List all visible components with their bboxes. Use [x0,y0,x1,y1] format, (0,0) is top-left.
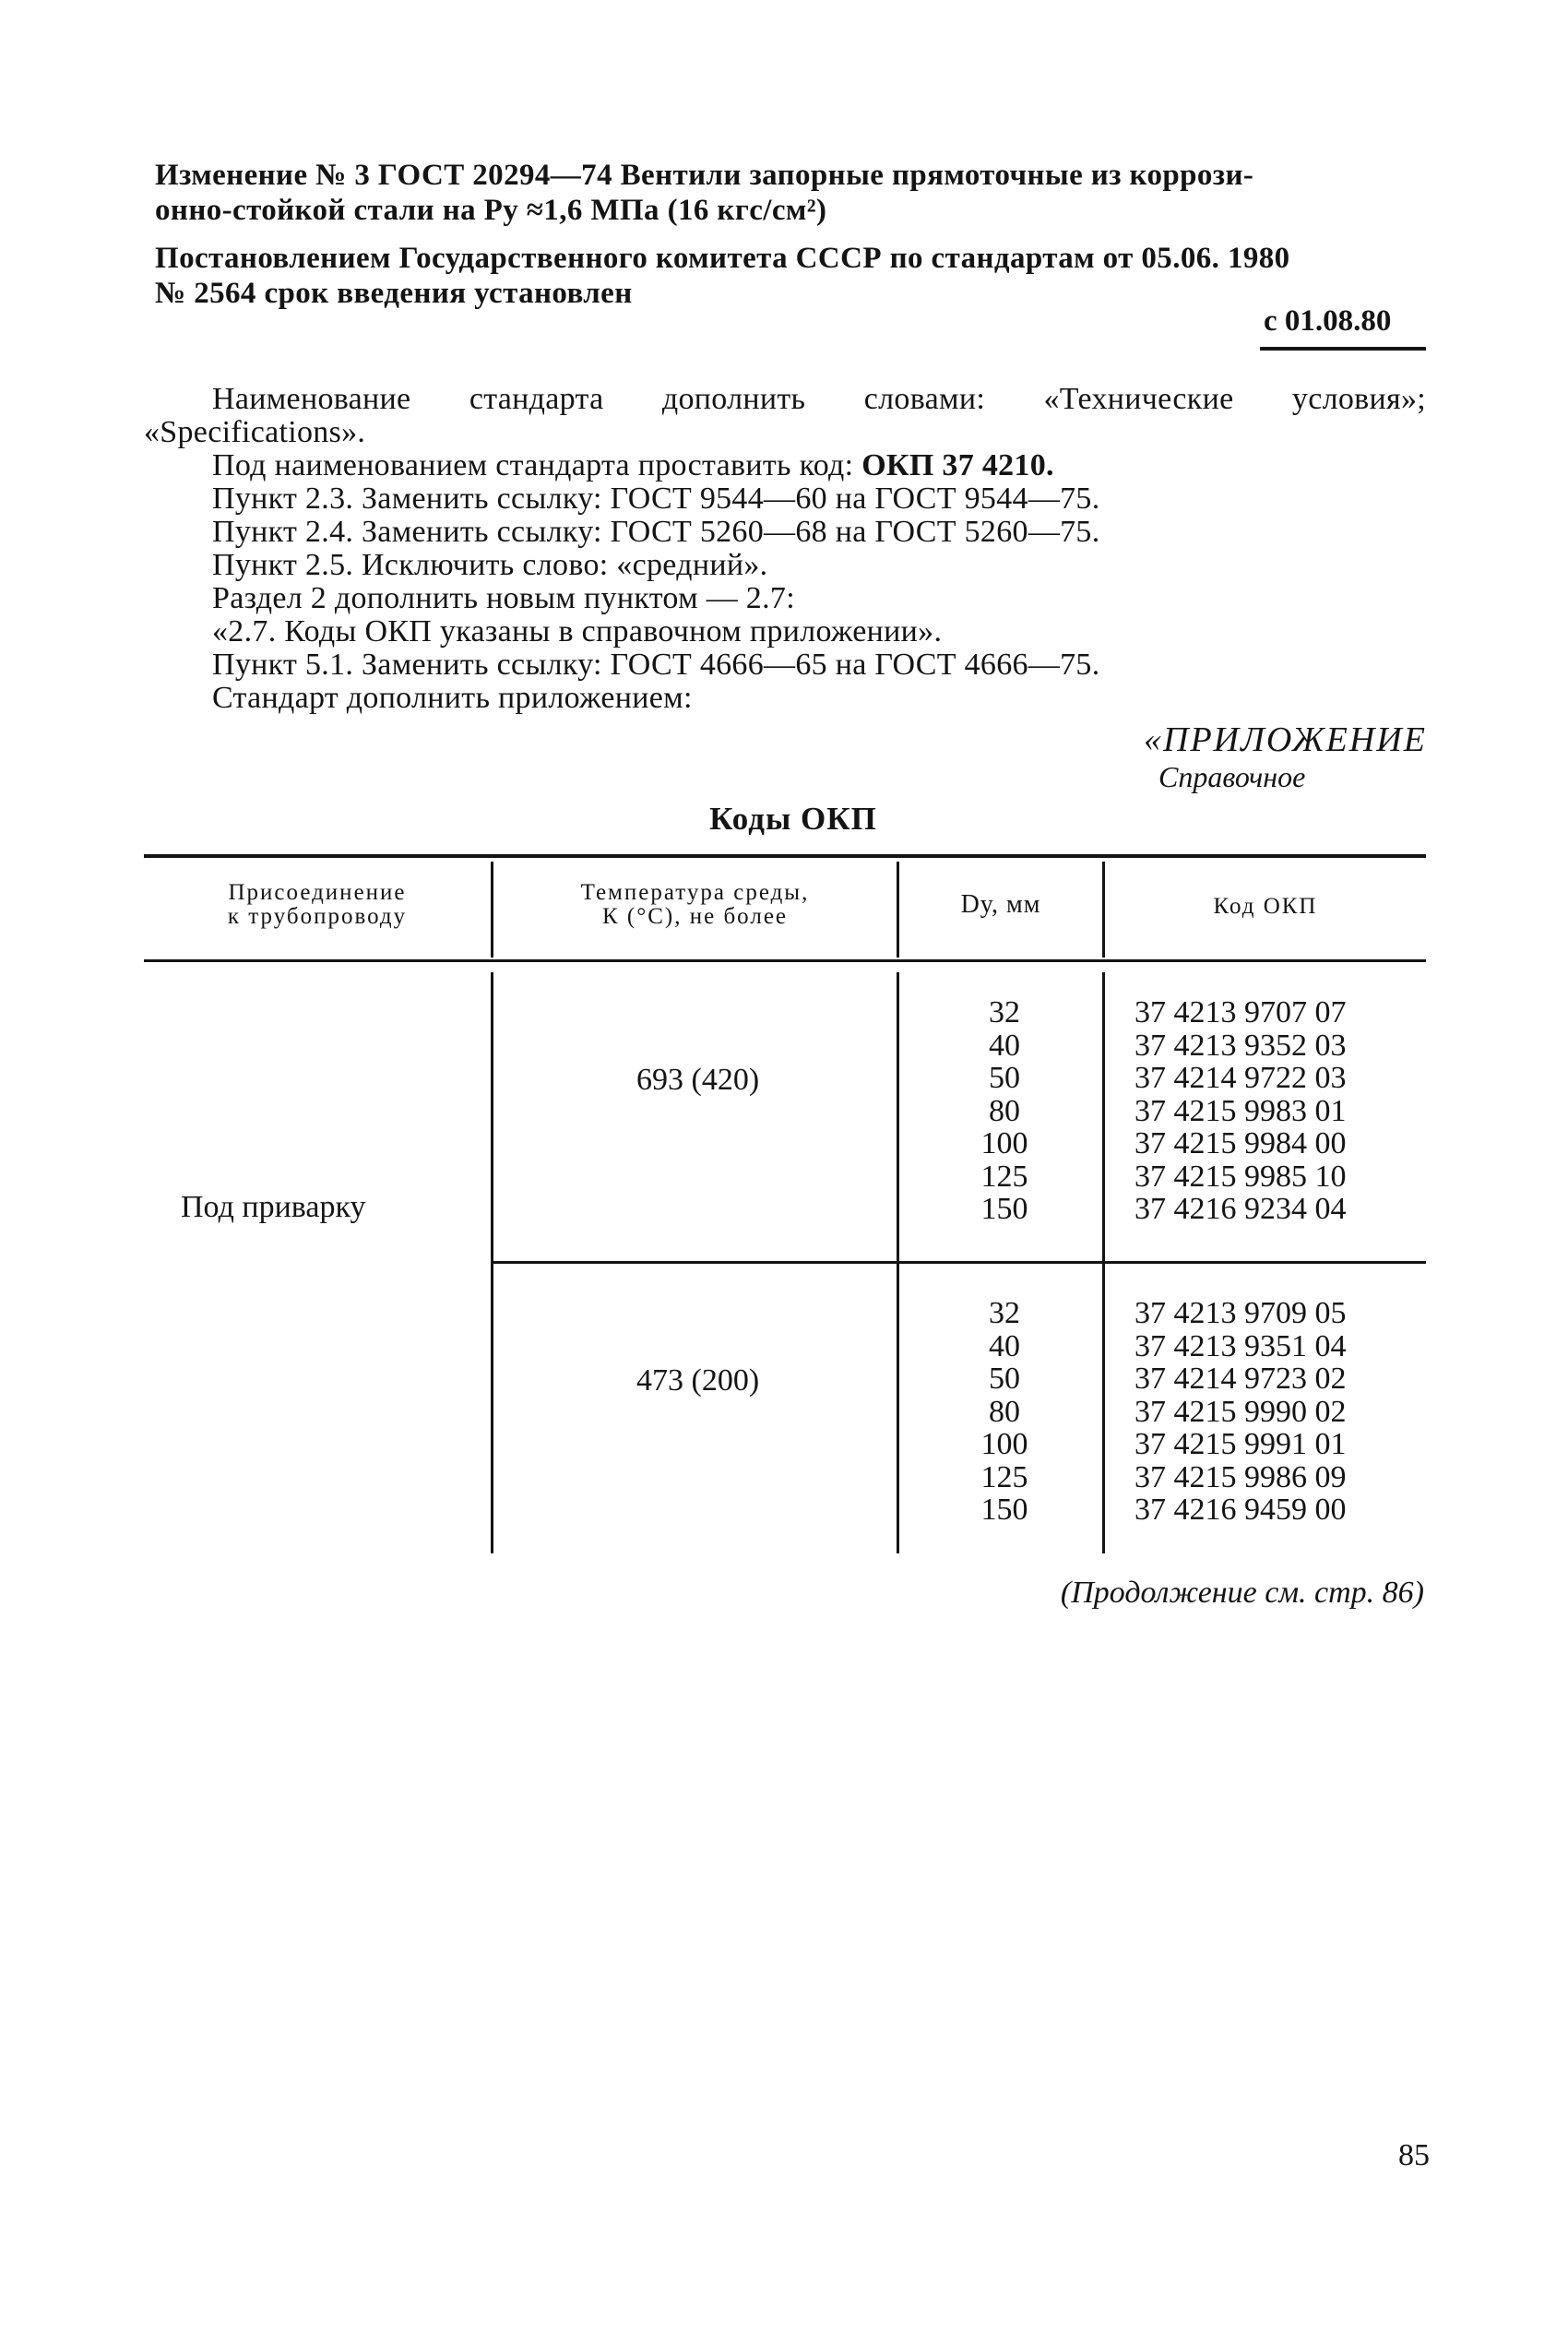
group-2-temperature: 473 (200) [636,1363,760,1398]
amendment-title-line-2: онно-стойкой стали на Pу ≈1,6 МПа (16 кгс/см²) [155,194,827,227]
header-connection-line-1: Присоединение [228,880,407,905]
okp-code-value: 37 4213 9352 03 [1134,1028,1347,1063]
okp-code-value: 37 4214 9723 02 [1134,1362,1347,1396]
okp-code: ОКП 37 4210. [861,448,1054,482]
effective-date-underline [1260,347,1426,351]
header-temperature-line-1: Температура среды, [580,880,810,905]
page-number: 85 [1398,2138,1430,2172]
body-line-7: Раздел 2 дополнить новым пунктом — 2.7: [212,581,795,615]
group-1-code-list [1134,996,1347,1226]
header-okp-code: Код ОКП [1213,894,1318,919]
body-divider-1 [491,972,493,1553]
appendix-title: «ПРИЛОЖЕНИЕ [1144,720,1427,759]
table-top-rule [144,854,1426,858]
group-1-dn-list [954,996,1055,1226]
dn-value: 40 [989,1328,1020,1363]
dn-value: 125 [980,1459,1028,1494]
table-group-divider [491,1261,1426,1264]
header-temperature [493,881,897,929]
body-line-8: «2.7. Коды ОКП указаны в справочном приложении». [212,614,943,648]
body-line-1: Наименование стандарта дополнить словами: «Технические условия»; [212,382,1426,416]
body-line-5: Пункт 2.4. Заменить ссылку: ГОСТ 5260—68 на ГОСТ 5260—75. [212,515,1100,549]
body-line-2: «Specifications». [144,415,366,449]
okp-code-value: 37 4216 9234 04 [1134,1192,1347,1226]
dn-value: 80 [989,1394,1020,1429]
appendix-subtitle: Справочное [1158,760,1306,793]
dn-value: 150 [980,1493,1028,1527]
header-connection [144,881,491,929]
header-connection-line-2: к трубопроводу [227,904,408,929]
body-line-10: Стандарт дополнить приложением: [212,681,693,715]
body-divider-3 [1102,972,1105,1553]
body-line-6: Пункт 2.5. Исключить слово: «средний». [212,548,768,582]
header-dn: Dу, мм [960,890,1041,919]
dn-value: 100 [980,1427,1028,1461]
dn-value: 80 [989,1093,1020,1128]
okp-code-value: 37 4213 9351 04 [1134,1328,1347,1363]
okp-code-value: 37 4213 9709 05 [1134,1296,1347,1330]
okp-code-value: 37 4215 9983 01 [1134,1093,1347,1128]
header-temperature-line-2: К (°С), не более [601,904,789,929]
body-line-3 [212,448,1054,483]
group-1-temperature: 693 (420) [636,1063,760,1097]
body-line-3-text: Под наименованием стандарта проставить код: [212,448,862,482]
table-header-rule [144,959,1426,962]
dn-value: 100 [980,1126,1028,1160]
effective-date: с 01.08.80 [1264,304,1392,338]
body-line-9: Пункт 5.1. Заменить ссылку: ГОСТ 4666—65 на ГОСТ 4666—75. [212,648,1100,682]
continuation-note: (Продолжение см. стр. 86) [1060,1576,1424,1610]
dn-value: 32 [989,995,1020,1029]
okp-code-value: 37 4216 9459 00 [1134,1493,1347,1527]
dn-value: 150 [980,1192,1028,1226]
okp-code-value: 37 4213 9707 07 [1134,995,1347,1029]
dn-value: 125 [980,1159,1028,1194]
okp-code-value: 37 4215 9984 00 [1134,1126,1347,1160]
okp-code-value: 37 4215 9985 10 [1134,1159,1347,1194]
dn-value: 32 [989,1296,1020,1330]
dn-value: 50 [989,1362,1020,1396]
body-divider-2 [897,972,899,1553]
group-2-code-list [1134,1297,1347,1527]
amendment-title-line-1: Изменение № 3 ГОСТ 20294—74 Вентили запорные прямоточные из коррози- [155,159,1254,192]
resolution-line-1: Постановлением Государственного комитета СССР по стандартам от 05.06. 1980 [155,242,1290,275]
resolution-line-2: № 2564 срок введения установлен [155,277,633,310]
table-title: Коды ОКП [709,801,877,837]
dn-value: 40 [989,1028,1020,1063]
group-2-dn-list [954,1297,1055,1527]
okp-code-value: 37 4215 9986 09 [1134,1459,1347,1494]
body-line-4: Пункт 2.3. Заменить ссылку: ГОСТ 9544—60 на ГОСТ 9544—75. [212,482,1100,516]
okp-code-value: 37 4215 9991 01 [1134,1427,1347,1461]
okp-code-value: 37 4214 9722 03 [1134,1061,1347,1095]
okp-code-value: 37 4215 9990 02 [1134,1394,1347,1429]
connection-type: Под приварку [181,1190,366,1224]
dn-value: 50 [989,1061,1020,1095]
